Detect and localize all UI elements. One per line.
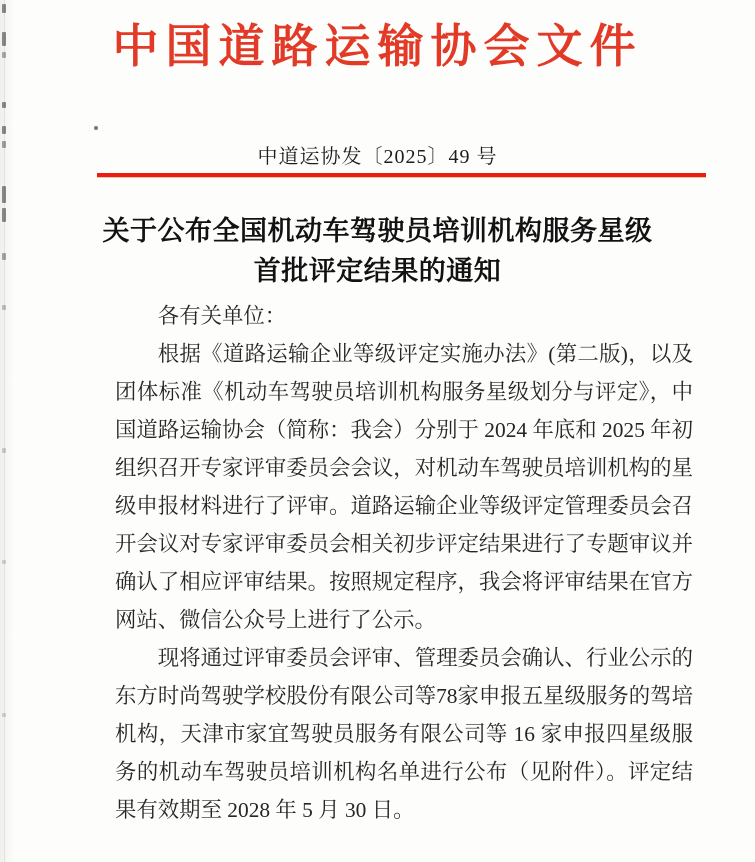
salutation: 各有关单位： (157, 304, 287, 328)
letterhead-rule (97, 173, 706, 177)
scan-artifact (2, 186, 6, 203)
scan-artifact (2, 126, 6, 134)
body-paragraph-1: 根据《道路运输企业等级评定实施办法》(第二版)，以及团体标准《机动车驾驶员培训机构服务星级划分与评定》，中国道路运输协会（简称：我会）分别于 2024 年底和 2025 年初组织召开专家评审委员会会议，对机动车驾驶员培训机构的星级申报材料进行了评审。道路运输企业等级评定管理委员会召开会议对专家评审委员会相关初步评定结果进行了专题审议并确认了相应评审结果。按照规定程序，我会将评审结果在官方网站、微信公众号上进行了公示。 (115, 342, 693, 632)
scan-artifact (2, 560, 6, 564)
document-title-line1: 关于公布全国机动车驾驶员培训机构服务星级 (102, 216, 653, 246)
document-body (115, 297, 693, 829)
scan-artifact (2, 102, 6, 108)
scan-artifact (2, 305, 6, 310)
document-title (70, 211, 685, 291)
scan-speck (94, 126, 98, 130)
scan-artifact (2, 713, 6, 717)
document-number: 中道运协发〔2025〕49 号 (257, 146, 498, 168)
scan-artifact (2, 253, 6, 260)
scan-artifact (2, 448, 6, 453)
letterhead-org-title: 中国道路运输协会文件 (112, 21, 643, 72)
scan-artifact (2, 208, 6, 222)
scan-artifact (2, 4, 6, 13)
document-title-line2: 首批评定结果的通知 (253, 256, 502, 286)
body-paragraph-2: 现将通过评审委员会评审、管理委员会确认、行业公示的东方时尚驾驶学校股份有限公司等78家申报五星级服务的驾培机构，天津市家宜驾驶员服务有限公司等 16 家申报四星级服务的机动车驾驶员培训机构名单进行公布（见附件）。评定结果有效期至 2028 年 5 月 30 日。 (115, 646, 693, 822)
